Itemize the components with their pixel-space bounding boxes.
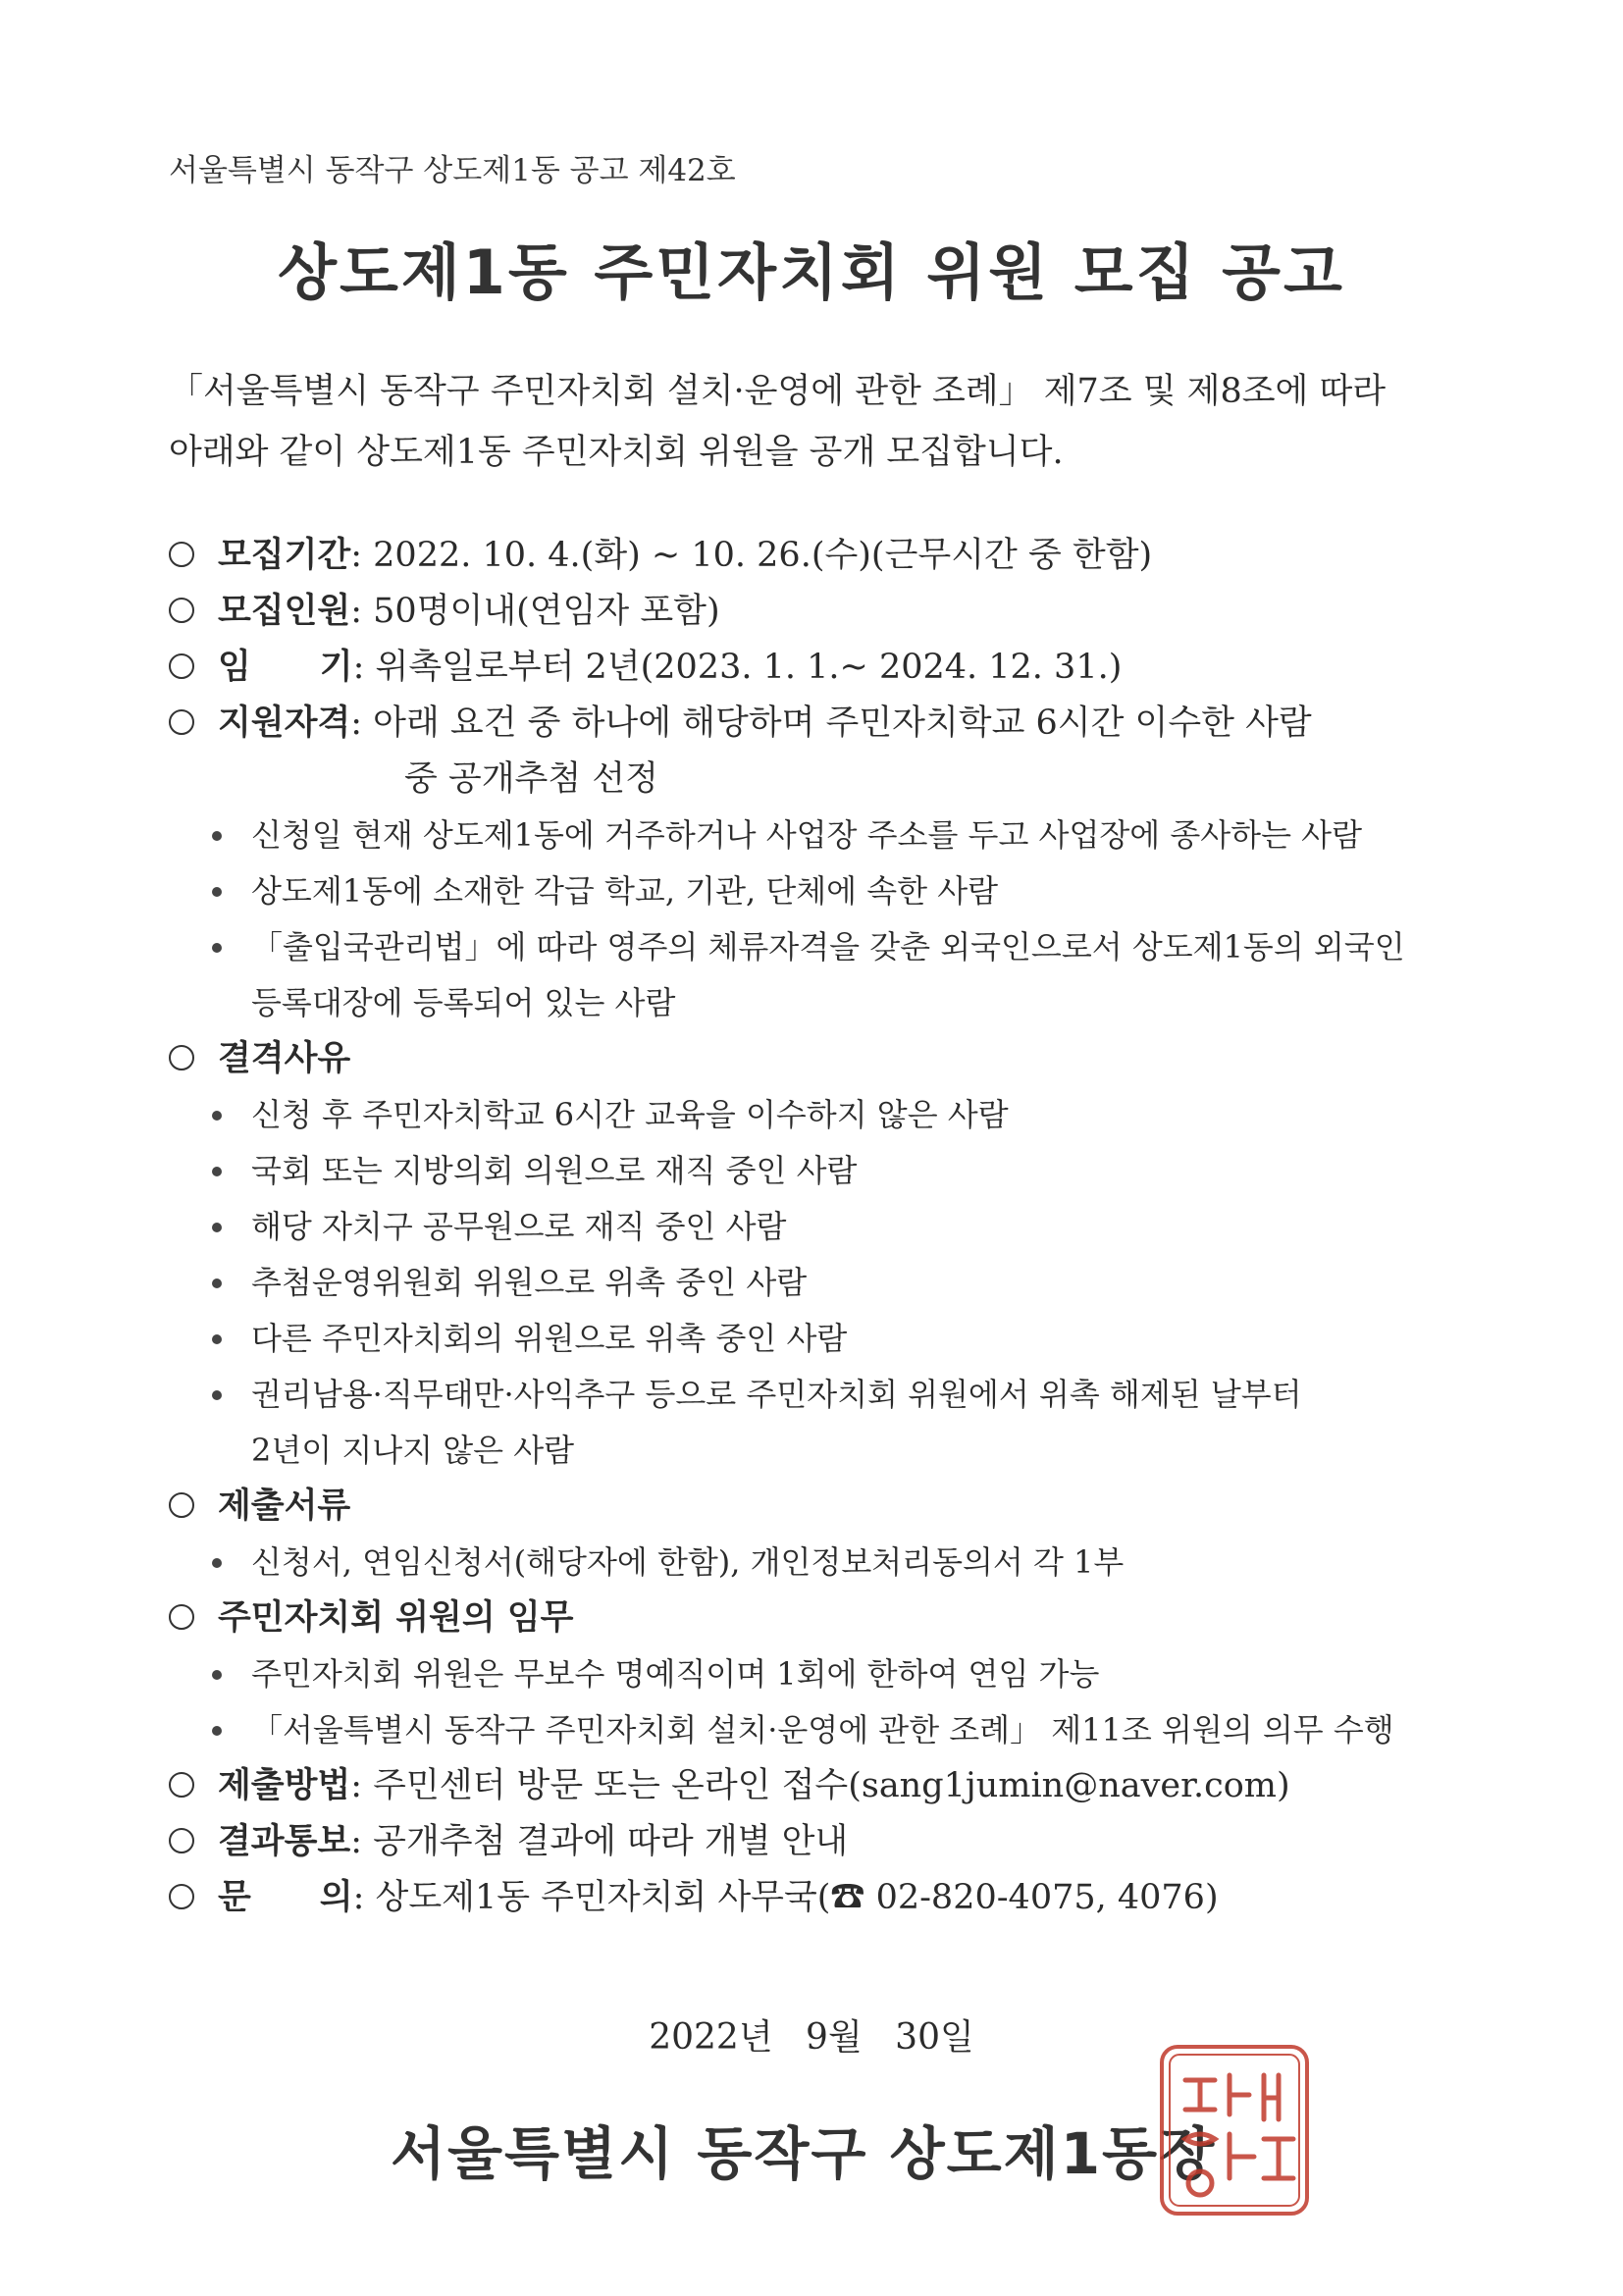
intro-line-1: 「서울특별시 동작구 주민자치회 설치·운영에 관한 조례」 제7조 및 제8조에 따라 bbox=[169, 372, 1387, 411]
bullet-text: 주민자치회 위원은 무보수 명예직이며 1회에 한하여 연임 가능 bbox=[251, 1655, 1100, 1693]
item-submission bbox=[169, 1758, 1474, 1814]
list-item bbox=[169, 919, 1474, 1031]
item-value: : 50명이내(연임자 포함) bbox=[350, 592, 720, 631]
item-period bbox=[169, 528, 1474, 584]
item-label: 모집인원 bbox=[218, 592, 351, 631]
circle-bullet-icon bbox=[169, 1045, 194, 1070]
bullet-text: 신청일 현재 상도제1동에 거주하거나 사업장 주소를 두고 사업장에 종사하는 사람 bbox=[251, 816, 1363, 854]
item-documents bbox=[169, 1479, 1474, 1535]
dot-bullet-icon bbox=[212, 831, 222, 841]
list-item bbox=[169, 1702, 1474, 1758]
intro-line-2: 아래와 같이 상도제1동 주민자치회 위원을 공개 모집합니다. bbox=[169, 433, 1064, 472]
list-item bbox=[169, 1087, 1474, 1143]
item-value: : 위촉일로부터 2년(2023. 1. 1.~ 2024. 12. 31.) bbox=[352, 648, 1123, 687]
item-inquiry bbox=[169, 1870, 1474, 1926]
dot-bullet-icon bbox=[212, 887, 222, 897]
bullet-text: 국회 또는 지방의회 의원으로 재직 중인 사람 bbox=[251, 1152, 858, 1189]
page-title: 상도제1동 주민자치회 위원 모집 공고 bbox=[278, 236, 1345, 308]
item-label: 모집기간 bbox=[218, 536, 351, 575]
dot-bullet-icon bbox=[212, 1223, 222, 1232]
item-disqualification bbox=[169, 1031, 1474, 1087]
item-result bbox=[169, 1814, 1474, 1870]
dot-bullet-icon bbox=[212, 1334, 222, 1344]
dot-bullet-icon bbox=[212, 1726, 222, 1736]
list-item bbox=[169, 1646, 1474, 1702]
circle-bullet-icon bbox=[169, 653, 194, 679]
item-value: : 상도제1동 주민자치회 사무국(☎ 02-820-4075, 4076) bbox=[352, 1878, 1219, 1917]
circle-bullet-icon bbox=[169, 1772, 194, 1798]
dot-bullet-icon bbox=[212, 1278, 222, 1288]
item-term bbox=[169, 640, 1474, 696]
seal-glyph-strokes bbox=[1185, 2075, 1293, 2195]
list-item bbox=[169, 1199, 1474, 1255]
item-label: 지원자격 bbox=[218, 704, 351, 743]
notice-number: 서울특별시 동작구 상도제1동 공고 제42호 bbox=[169, 153, 736, 188]
item-label: 문 의 bbox=[218, 1878, 353, 1917]
item-label: 결과통보 bbox=[218, 1822, 351, 1861]
bullet-text: 권리남용·직무태만·사익추구 등으로 주민자치회 위원에서 위촉 해제된 날부터 bbox=[251, 1376, 1302, 1413]
item-value: : 2022. 10. 4.(화) ~ 10. 26.(수)(근무시간 중 한함) bbox=[350, 536, 1153, 575]
bullet-text: 다른 주민자치회의 위원으로 위촉 중인 사람 bbox=[251, 1320, 848, 1357]
item-label: 제출방법 bbox=[218, 1766, 351, 1805]
item-label: 제출서류 bbox=[218, 1487, 351, 1526]
circle-bullet-icon bbox=[169, 598, 194, 623]
circle-bullet-icon bbox=[169, 1828, 194, 1853]
item-label: 주민자치회 위원의 임무 bbox=[218, 1598, 574, 1638]
list-item bbox=[169, 1535, 1474, 1591]
bullet-text: 「서울특별시 동작구 주민자치회 설치·운영에 관한 조례」 제11조 위원의 의무 수행 bbox=[251, 1711, 1394, 1748]
item-value: : 주민센터 방문 또는 온라인 접수(sang1jumin@naver.com) bbox=[350, 1766, 1290, 1805]
item-label: 임 기 bbox=[218, 648, 353, 687]
bullet-text-continuation: 2년이 지나지 않은 사람 bbox=[251, 1432, 575, 1469]
dot-bullet-icon bbox=[212, 943, 222, 953]
bullet-text: 추첨운영위원회 위원으로 위촉 중인 사람 bbox=[251, 1264, 808, 1301]
list-item bbox=[169, 1367, 1474, 1479]
dot-bullet-icon bbox=[212, 1390, 222, 1400]
bullet-text: 상도제1동에 소재한 각급 학교, 기관, 단체에 속한 사람 bbox=[251, 872, 999, 910]
list-item bbox=[169, 1143, 1474, 1199]
list-item bbox=[169, 808, 1474, 863]
item-value: : 아래 요건 중 하나에 해당하며 주민자치학교 6시간 이수한 사람 bbox=[350, 704, 1312, 743]
circle-bullet-icon bbox=[169, 1604, 194, 1630]
item-value: : 공개추첨 결과에 따라 개별 안내 bbox=[350, 1822, 849, 1861]
list-item bbox=[169, 1311, 1474, 1367]
official-seal-icon bbox=[1156, 2041, 1313, 2219]
dot-bullet-icon bbox=[212, 1670, 222, 1680]
circle-bullet-icon bbox=[169, 709, 194, 735]
bullet-text: 신청 후 주민자치학교 6시간 교육을 이수하지 않은 사람 bbox=[251, 1096, 1009, 1133]
bullet-text-continuation: 등록대장에 등록되어 있는 사람 bbox=[251, 984, 676, 1021]
intro-paragraph bbox=[169, 361, 1464, 483]
item-eligibility bbox=[169, 696, 1474, 752]
bullet-text: 해당 자치구 공무원으로 재직 중인 사람 bbox=[251, 1208, 787, 1245]
bullet-text: 「출입국관리법」에 따라 영주의 체류자격을 갖춘 외국인으로서 상도제1동의 외국인 bbox=[251, 928, 1405, 965]
issuer-name: 서울특별시 동작구 상도제1동장 bbox=[391, 2120, 1217, 2187]
circle-bullet-icon bbox=[169, 1492, 194, 1518]
list-item bbox=[169, 863, 1474, 919]
item-duties bbox=[169, 1591, 1474, 1646]
item-list bbox=[169, 528, 1474, 1926]
item-label: 결격사유 bbox=[218, 1039, 351, 1078]
bullet-text: 신청서, 연임신청서(해당자에 한함), 개인정보처리동의서 각 1부 bbox=[251, 1543, 1125, 1581]
dot-bullet-icon bbox=[212, 1558, 222, 1568]
dot-bullet-icon bbox=[212, 1111, 222, 1121]
list-item bbox=[169, 1255, 1474, 1311]
seal-border bbox=[1162, 2047, 1307, 2214]
item-headcount bbox=[169, 584, 1474, 640]
item-value-continuation: 중 공개추첨 선정 bbox=[404, 759, 658, 799]
dot-bullet-icon bbox=[212, 1167, 222, 1176]
notice-date: 2022년 9월 30일 bbox=[649, 2017, 974, 2058]
circle-bullet-icon bbox=[169, 1884, 194, 1909]
circle-bullet-icon bbox=[169, 542, 194, 567]
